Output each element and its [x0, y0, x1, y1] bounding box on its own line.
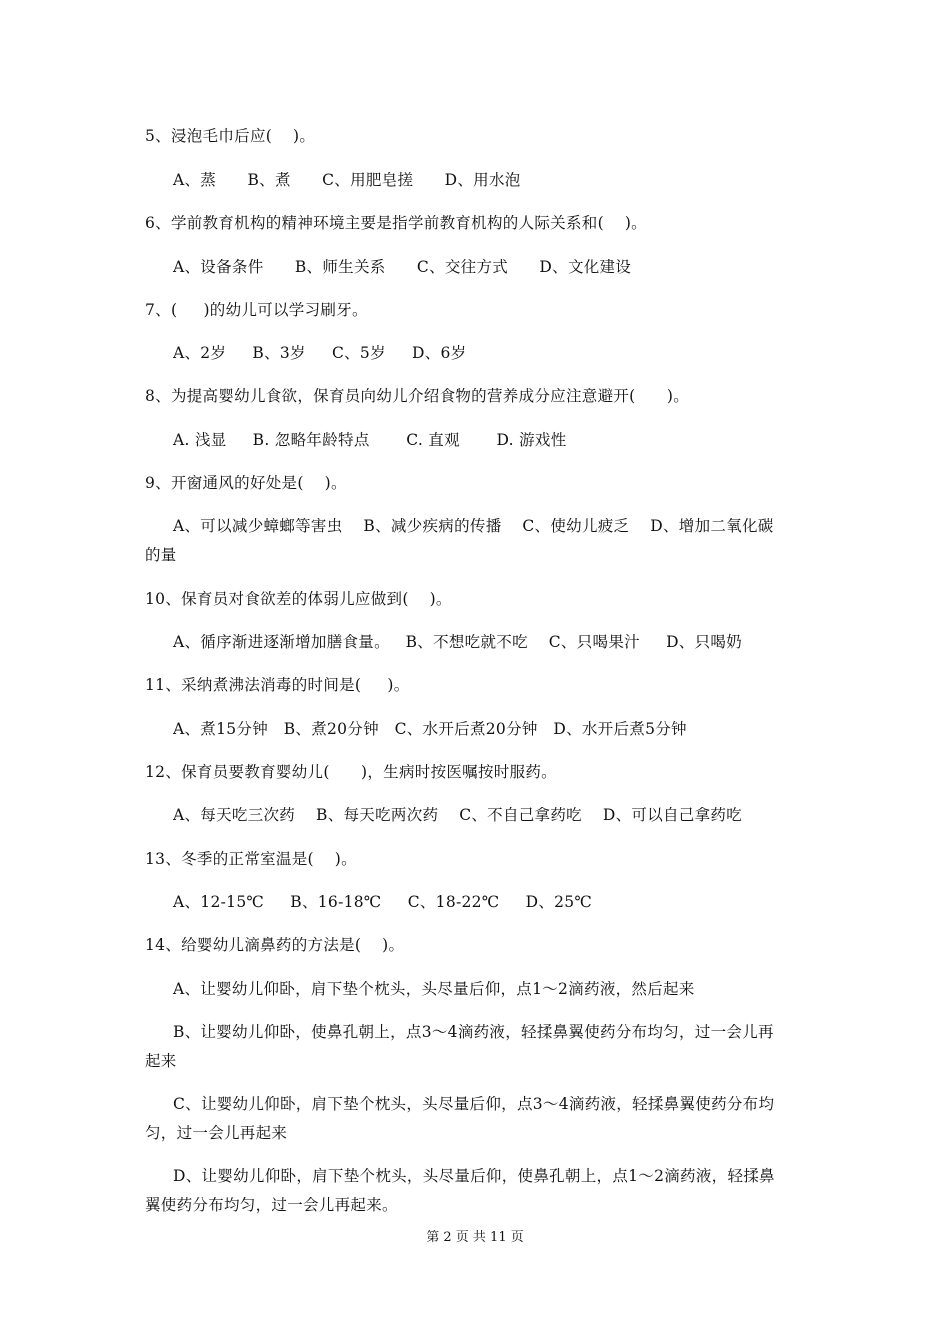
- page-number-footer: 第 2 页 共 11 页: [426, 1230, 524, 1245]
- question-7-stem: 7、( )的幼儿可以学习刷牙。: [145, 301, 368, 319]
- question-14-option-b-continued: 起来: [145, 1052, 177, 1070]
- question-11-options: A、煮15分钟 B、煮20分钟 C、水开后煮20分钟 D、水开后煮5分钟: [173, 720, 687, 738]
- question-8-options: A. 浅显 B. 忽略年龄特点 C. 直观 D. 游戏性: [173, 431, 567, 449]
- question-10-options: A、循序渐进逐渐增加膳食量。 B、不想吃就不吃 C、只喝果汁 D、只喝奶: [173, 633, 742, 651]
- question-7-options: A、2岁 B、3岁 C、5岁 D、6岁: [173, 344, 467, 362]
- question-5-stem: 5、浸泡毛巾后应( )。: [145, 127, 316, 145]
- question-14-option-c: C、让婴幼儿仰卧，肩下垫个枕头，头尽量后仰，点3～4滴药液，轻揉鼻翼使药分布均: [173, 1095, 775, 1113]
- question-14-option-c-continued: 匀，过一会儿再起来: [145, 1124, 288, 1142]
- question-14-option-b: B、让婴幼儿仰卧，使鼻孔朝上，点3～4滴药液，轻揉鼻翼使药分布均匀，过一会儿再: [173, 1023, 774, 1041]
- question-13-stem: 13、冬季的正常室温是( )。: [145, 850, 357, 868]
- question-9-options: A、可以减少蟑螂等害虫 B、减少疾病的传播 C、使幼儿疲乏 D、增加二氧化碳: [173, 517, 774, 535]
- question-14-option-d: D、让婴幼儿仰卧，肩下垫个枕头，头尽量后仰，使鼻孔朝上，点1～2滴药液，轻揉鼻: [173, 1167, 775, 1185]
- question-14-option-a: A、让婴幼儿仰卧，肩下垫个枕头，头尽量后仰，点1～2滴药液，然后起来: [173, 980, 695, 998]
- question-9-options-continued: 的量: [145, 546, 177, 564]
- question-13-options: A、12-15℃ B、16-18℃ C、18-22℃ D、25℃: [173, 893, 593, 911]
- question-12-options: A、每天吃三次药 B、每天吃两次药 C、不自己拿药吃 D、可以自己拿药吃: [173, 806, 742, 824]
- question-8-stem: 8、为提高婴幼儿食欲，保育员向幼儿介绍食物的营养成分应注意避开( )。: [145, 387, 690, 405]
- question-6-options: A、设备条件 B、师生关系 C、交往方式 D、文化建设: [173, 258, 632, 276]
- question-6-stem: 6、学前教育机构的精神环境主要是指学前教育机构的人际关系和( )。: [145, 214, 647, 232]
- question-14-option-d-continued: 翼使药分布均匀，过一会儿再起来。: [145, 1196, 398, 1214]
- question-11-stem: 11、采纳煮沸法消毒的时间是( )。: [145, 676, 410, 694]
- question-5-options: A、蒸 B、煮 C、用肥皂搓 D、用水泡: [173, 171, 521, 189]
- question-12-stem: 12、保育员要教育婴幼儿( )，生病时按医嘱按时服药。: [145, 763, 557, 781]
- question-14-stem: 14、给婴幼儿滴鼻药的方法是( )。: [145, 936, 405, 954]
- question-10-stem: 10、保育员对食欲差的体弱儿应做到( )。: [145, 590, 452, 608]
- question-9-stem: 9、开窗通风的好处是( )。: [145, 474, 347, 492]
